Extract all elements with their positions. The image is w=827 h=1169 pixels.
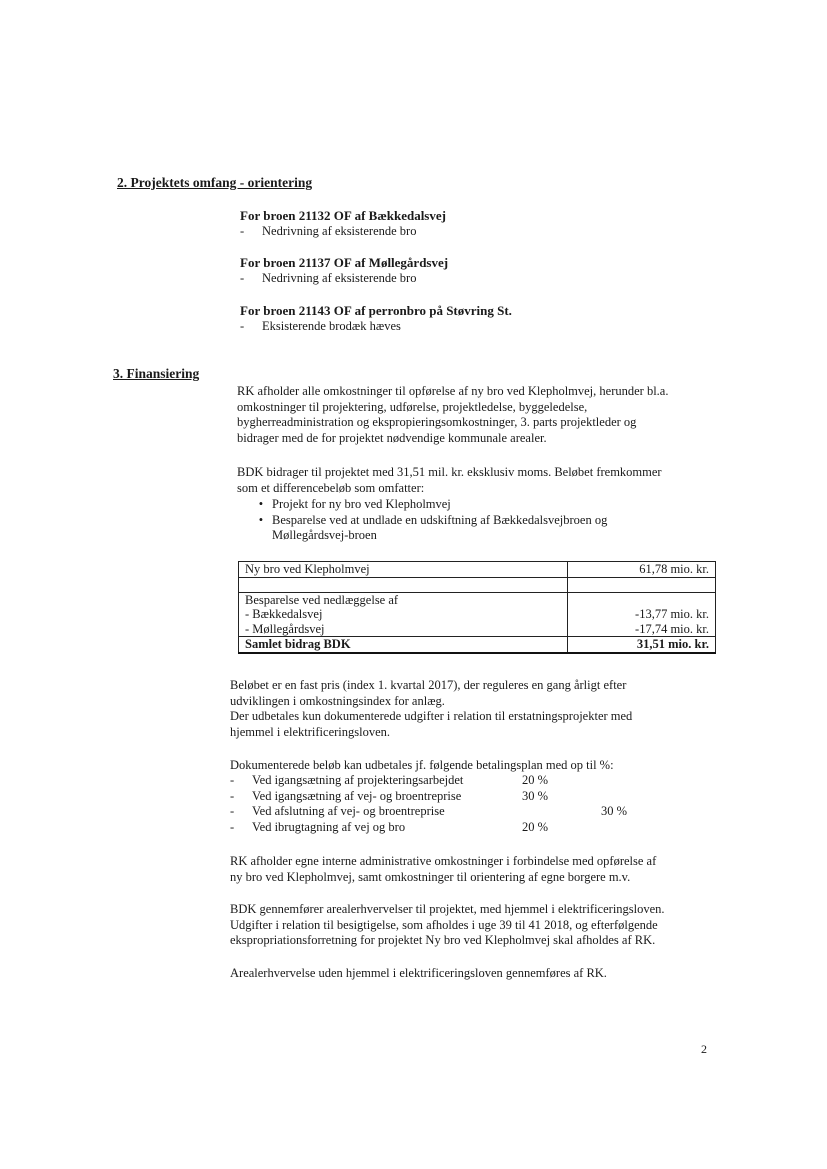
table-row xyxy=(239,562,716,578)
financing-paragraph-6: Arealerhvervelse uden hjemmel i elektrificeringsloven gennemføres af RK. xyxy=(230,966,607,980)
payment-plan-intro: Dokumenterede beløb kan udbetales jf. følgende betalingsplan med op til %: xyxy=(230,758,614,772)
table-cell-label: Ny bro ved Klepholmvej xyxy=(239,562,568,578)
bridge-3-item: - Eksisterende brodæk hæves xyxy=(240,319,401,333)
table-row-total xyxy=(239,637,716,653)
table-row xyxy=(239,577,716,592)
table-cell-label: Samlet bidrag BDK xyxy=(239,637,568,653)
bridge-3-title: For broen 21143 OF af perronbro på Støvring St. xyxy=(240,303,512,318)
section-3-heading: 3. Finansiering xyxy=(113,366,200,381)
list-item: • Projekt for ny bro ved Klepholmvej xyxy=(258,497,451,511)
page-number: 2 xyxy=(701,1042,707,1056)
bridge-1-title: For broen 21132 OF af Bækkedalsvej xyxy=(240,208,446,223)
table-cell-value: -13,77 mio. kr. -17,74 mio. kr. xyxy=(568,592,716,637)
table-row xyxy=(239,592,716,637)
bridge-1-item: - Nedrivning af eksisterende bro xyxy=(240,224,417,238)
list-item: - Ved igangsætning af projekteringsarbejdet 20 % xyxy=(230,773,549,787)
contribution-table xyxy=(238,561,716,654)
list-item: Møllegårdsvej-broen xyxy=(272,528,377,542)
financing-paragraph-4: RK afholder egne interne administrative omkostninger i forbindelse med opførelse af ny bro ved Klepholmvej, samt omkostninger til orientering af egne borgere m.v. xyxy=(230,854,657,884)
contribution-bullets xyxy=(250,497,607,544)
table-cell-label: Besparelse ved nedlæggelse af - Bækkedalsvej - Møllegårdsvej xyxy=(239,592,568,637)
list-item: - Ved igangsætning af vej- og broentreprise 30 % xyxy=(230,788,549,803)
list-item: - Ved ibrugtagning af vej og bro 20 % xyxy=(230,819,549,834)
payment-plan-list xyxy=(230,773,710,835)
table-cell-value: 31,51 mio. kr. xyxy=(568,637,716,653)
bridge-2-title: For broen 21137 OF af Møllegårdsvej xyxy=(240,255,449,270)
financing-paragraph-2: BDK bidrager til projektet med 31,51 mil. kr. eksklusiv moms. Beløbet fremkommer som et differencebeløb som omfatter: xyxy=(237,465,662,495)
financing-paragraph-3: Beløbet er en fast pris (index 1. kvartal 2017), der reguleres en gang årligt efter udviklingen i omkostningsindex for anlæg. Der udbetales kun dokumenterede udgifter i relation til erstatningsprojekter med hjemmel i elektrificeringsloven. xyxy=(230,678,633,739)
list-item: - Ved afslutning af vej- og broentreprise 30 % xyxy=(230,804,628,818)
financing-paragraph-5: BDK gennemfører arealerhvervelser til projektet, med hjemmel i elektrificeringsloven. Udgifter i relation til besigtigelse, som afholdes i uge 39 til 41 2018, og efterfølgende ekspropriationsforretning for projektet Ny bro ved Klepholmvej skal afholdes af RK. xyxy=(230,902,665,947)
table-cell-value: 61,78 mio. kr. xyxy=(568,562,716,578)
section-2-heading: 2. Projektets omfang - orientering xyxy=(117,175,313,190)
bridge-2-item: - Nedrivning af eksisterende bro xyxy=(240,271,417,285)
list-item: • Besparelse ved at undlade en udskiftning af Bækkedalsvejbroen og xyxy=(258,512,608,527)
financing-paragraph-1: RK afholder alle omkostninger til opførelse af ny bro ved Klepholmvej, herunder bl.a. omkostninger til projektering, udførelse, projektledelse, byggeledelse, bygherreadministration og ekspropieringsomkostninger, 3. parts projektleder og bidrager med de for projektet nødvendige kommunale arealer. xyxy=(237,384,669,445)
